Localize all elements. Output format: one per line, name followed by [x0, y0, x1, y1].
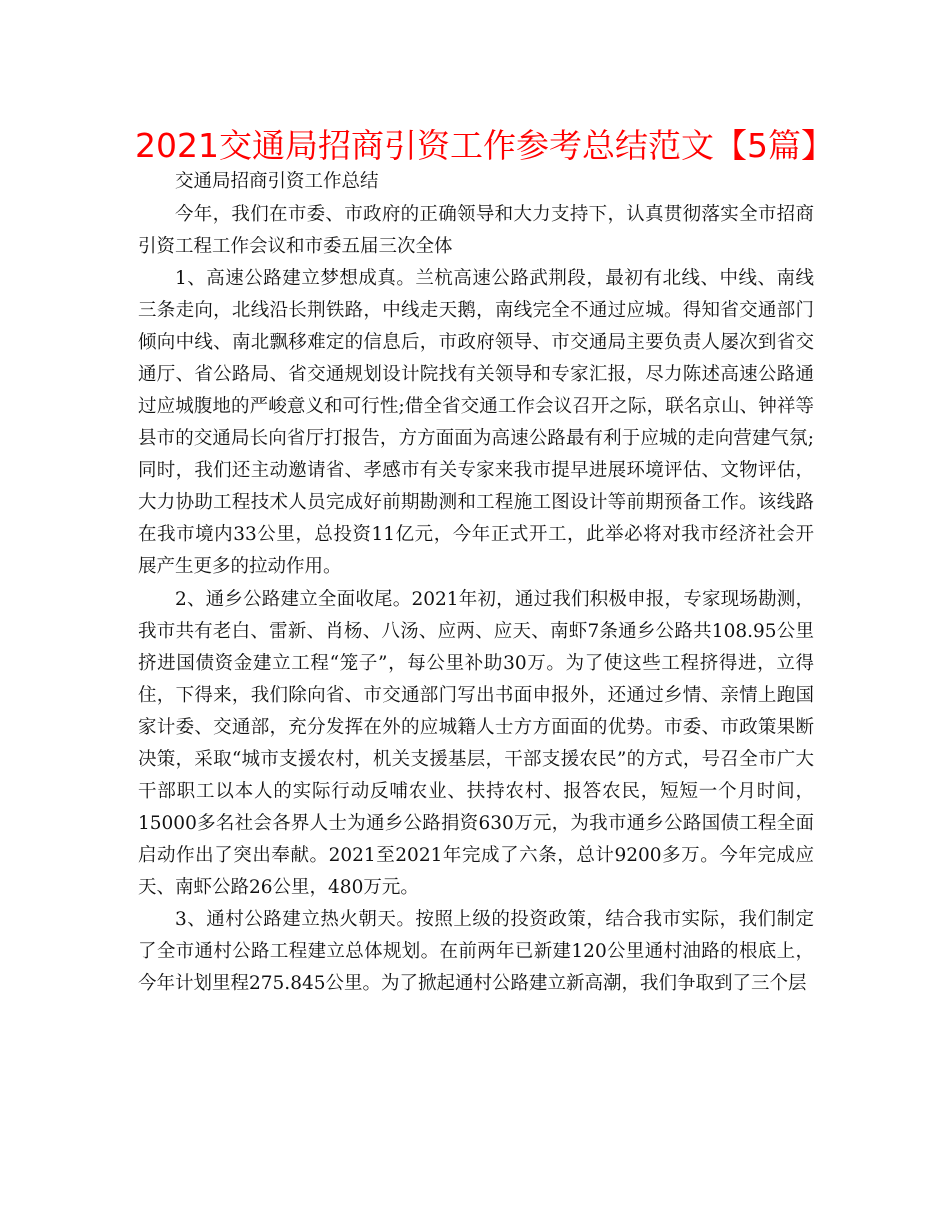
document-body [138, 166, 814, 1001]
document-title: 2021交通局招商引资工作参考总结范文【5篇】 [135, 126, 834, 165]
village-road-paragraph: 3、通村公路建立热火朝天。按照上级的投资政策，结合我市实际，我们制定了全市通村公路工程建立总体规划。在前两年已新建120公里通村油路的根底上，今年计划里程275.845公里。为了掀起通村公路建立新高潮，我们争取到了三个层 [138, 909, 814, 995]
intro-paragraph: 今年，我们在市委、市政府的正确领导和大力支持下，认真贯彻落实全市招商引资工程工作会议和市委五届三次全体 [138, 203, 814, 257]
highway-paragraph: 1、高速公路建立梦想成真。兰杭高速公路武荆段，最初有北线、中线、南线三条走向，北线沿长荆铁路，中线走天鹅，南线完全不通过应城。得知省交通部门倾向中线、南北飘移难定的信息后，市政府领导、市交通局主要负责人屡次到省交通厅、省公路局、省交通规划设计院找有关领导和专家汇报，尽力陈述高速公路通过应城腹地的严峻意义和可行性;借全省交通工作会议召开之际，联名京山、钟祥等县市的交通局长向省厅打报告，方方面面为高速公路最有利于应城的走向营建气氛;同时，我们还主动邀请省、孝感市有关专家来我市提早进展环境评估、文物评估，大力协助工程技术人员完成好前期勘测和工程施工图设计等前期预备工作。该线路在我市境内33公里，总投资11亿元，今年正式开工，此举必将对我市经济社会开展产生更多的拉动作用。 [138, 268, 814, 578]
township-road-paragraph: 2、通乡公路建立全面收尾。2021年初，通过我们积极申报，专家现场勘测，我市共有老白、雷新、肖杨、八汤、应两、应天、南虾7条通乡公路共108.95公里挤进国债资金建立工程“笼子”，每公里补助30万。为了使这些工程挤得进，立得住，下得来，我们除向省、市交通部门写出书面申报外，还通过乡情、亲情上跑国家计委、交通部，充分发挥在外的应城籍人士方方面面的优势。市委、市政策果断决策，采取“城市支援农村，机关支援基层，干部支援农民”的方式，号召全市广大干部职工以本人的实际行动反哺农业、扶持农村、报答农民，短短一个月时间，15000多名社会各界人士为通乡公路捐资630万元，为我市通乡公路国债工程全面启动作出了突出奉献。2021至2021年完成了六条，总计9200多万。今年完成应天、南虾公路26公里，480万元。 [138, 588, 814, 898]
subtitle-paragraph: 交通局招商引资工作总结 [175, 171, 379, 192]
